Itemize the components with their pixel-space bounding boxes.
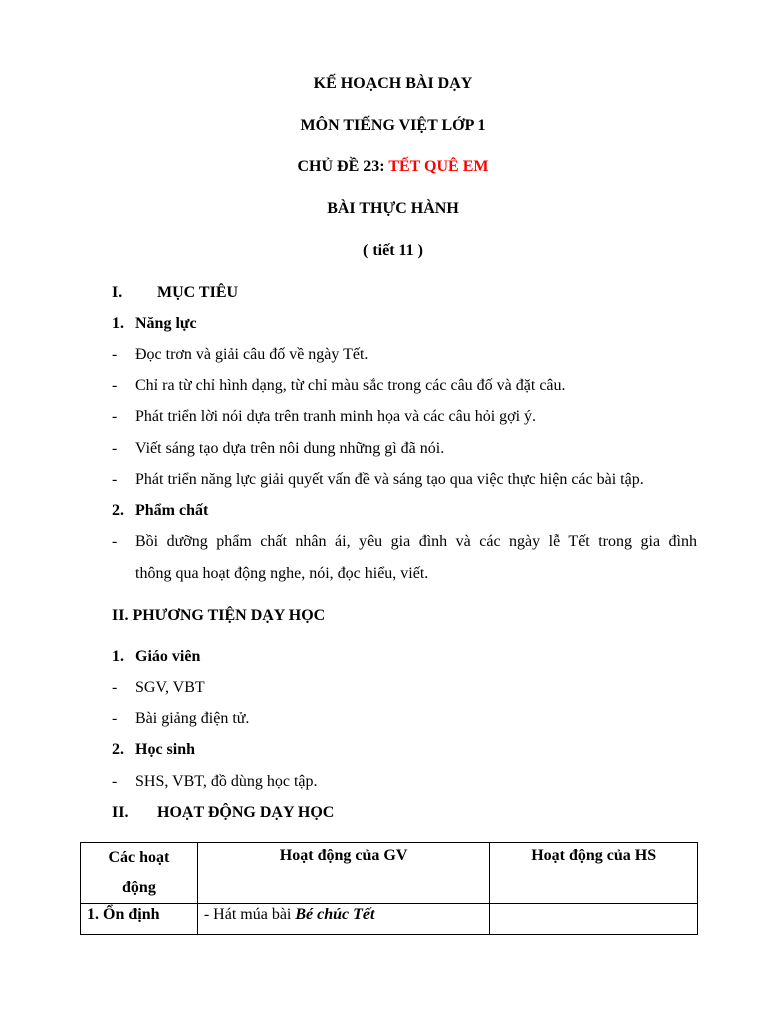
list-item: Bài giảng điện tử. bbox=[135, 710, 250, 727]
bullet-dash: - bbox=[112, 471, 118, 488]
list-item-line1: Bồi dưỡng phẩm chất nhân ái, yêu gia đình và các ngày lễ Tết trong gia đình bbox=[135, 533, 697, 550]
list-item: SHS, VBT, đồ dùng học tập. bbox=[135, 773, 318, 790]
bullet-dash: - bbox=[112, 346, 118, 363]
list-item: Chỉ ra từ chỉ hình dạng, từ chỉ màu sắc trong các câu đố và đặt câu. bbox=[135, 377, 566, 394]
header-activity-line2: động bbox=[122, 879, 156, 896]
student-heading: Học sinh bbox=[135, 741, 196, 758]
row-gv-text: - Hát múa bài bbox=[203, 906, 296, 923]
period-label: ( tiết 11 ) bbox=[363, 242, 423, 259]
list-item: Viết sáng tạo dựa trên nôi dung những gì đã nói. bbox=[135, 440, 445, 457]
subject-title: MÔN TIẾNG VIỆT LỚP 1 bbox=[300, 117, 486, 134]
song-title: Bé chúc Tết bbox=[295, 906, 375, 923]
bullet-dash: - bbox=[112, 533, 118, 550]
lesson-title: BÀI THỰC HÀNH bbox=[327, 200, 459, 217]
activity-table bbox=[80, 842, 698, 935]
list-item: Phát triển năng lực giải quyết vấn đề và sáng tạo qua việc thực hiện các bài tập. bbox=[135, 471, 644, 488]
row-gv bbox=[197, 904, 489, 935]
section3-heading: HOẠT ĐỘNG DẠY HỌC bbox=[157, 804, 335, 821]
list-item: SGV, VBT bbox=[135, 679, 205, 696]
teacher-heading: Giáo viên bbox=[135, 648, 201, 665]
bullet-dash: - bbox=[112, 679, 118, 696]
bullet-dash: - bbox=[112, 408, 118, 425]
list-item: Đọc trơn và giải câu đố về ngày Tết. bbox=[135, 346, 369, 363]
topic-prefix: CHỦ ĐỀ 23: bbox=[297, 158, 389, 175]
sub2-heading: Phẩm chất bbox=[135, 502, 209, 519]
bullet-dash: - bbox=[112, 710, 118, 727]
list-item-line2: thông qua hoạt động nghe, nói, đọc hiểu, viết. bbox=[135, 565, 429, 582]
header-hs: Hoạt động của HS bbox=[490, 843, 698, 904]
bullet-dash: - bbox=[112, 377, 118, 394]
row-activity: 1. Ổn định bbox=[81, 904, 198, 935]
header-activity-line1: Các hoạt bbox=[108, 849, 170, 866]
topic-title bbox=[0, 158, 768, 176]
topic-highlight: TẾT QUÊ EM bbox=[388, 158, 489, 175]
row-hs bbox=[490, 904, 698, 935]
table-header-row bbox=[81, 843, 698, 904]
bullet-dash: - bbox=[112, 440, 118, 457]
header-activity bbox=[81, 843, 198, 904]
sub1-number: 1. bbox=[112, 315, 124, 332]
section3-roman: II. bbox=[112, 804, 129, 821]
section2-heading: II. PHƯƠNG TIỆN DẠY HỌC bbox=[112, 607, 326, 624]
header-gv: Hoạt động của GV bbox=[197, 843, 489, 904]
sub1-heading: Năng lực bbox=[135, 315, 197, 332]
section1-roman: I. bbox=[112, 284, 123, 301]
student-number: 2. bbox=[112, 741, 124, 758]
section1-heading: MỤC TIÊU bbox=[157, 284, 239, 301]
list-item: Phát triển lời nói dựa trên tranh minh họa và các câu hỏi gợi ý. bbox=[135, 408, 537, 425]
teacher-number: 1. bbox=[112, 648, 124, 665]
sub2-number: 2. bbox=[112, 502, 124, 519]
table-row bbox=[81, 904, 698, 935]
doc-title: KẾ HOẠCH BÀI DẠY bbox=[313, 75, 473, 92]
bullet-dash: - bbox=[112, 773, 118, 790]
